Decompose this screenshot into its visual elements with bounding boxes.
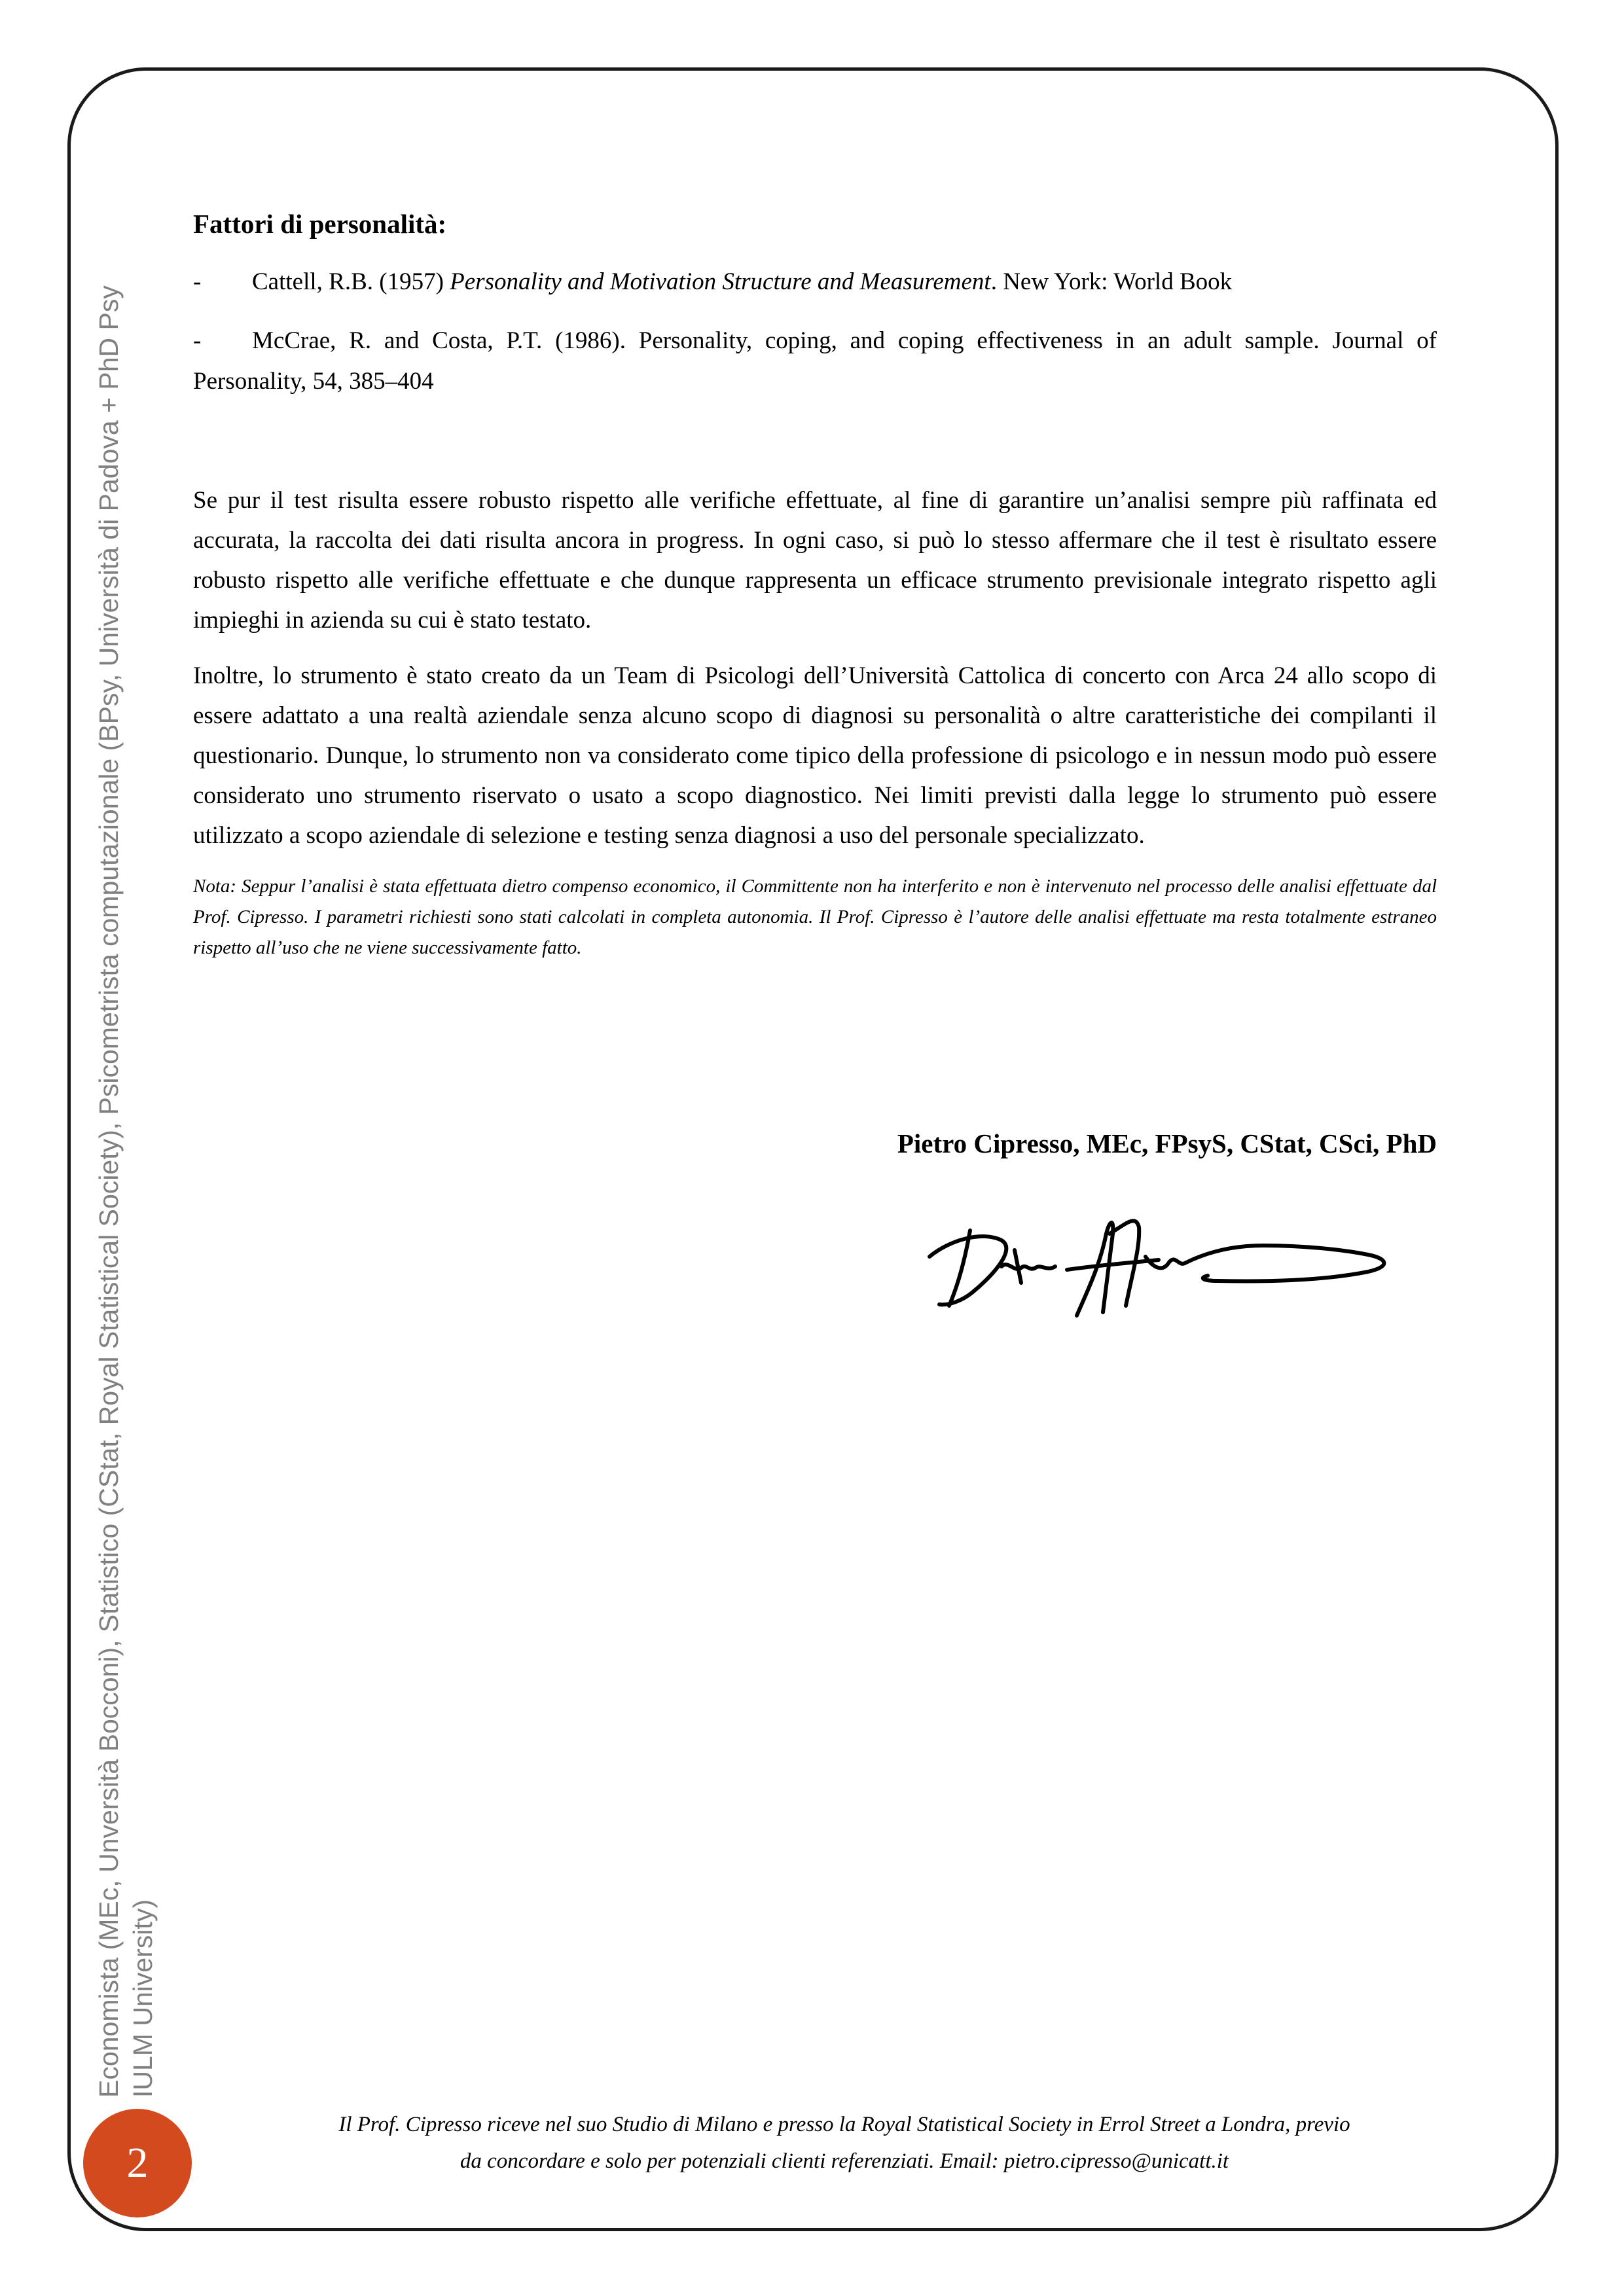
reference-text: McCrae, R. and Costa, P.T. (1986). Personality, coping, and coping effectiveness in an adult sample. Journal of Personality, 54, 385–404 bbox=[193, 327, 1437, 395]
reference-publisher: . New York: World Book bbox=[990, 268, 1233, 295]
side-credentials-text: Economista (MEc, Unversità Bocconi), Statistico (CStat, Royal Statistical Society), Psicometrista computazionale (BPsy, Università di Padova + PhD Psy IULM University) bbox=[94, 285, 158, 2098]
author-name: Pietro Cipresso, MEc, FPsyS, CStat, CSci, PhD bbox=[897, 1128, 1437, 1158]
footer-text bbox=[288, 2106, 1401, 2179]
reference-book-title: Personality and Motivation Structure and Measurement bbox=[450, 268, 991, 295]
disclaimer-note: Nota: Seppur l’analisi è stata effettuata dietro compenso economico, il Committente non ha interferito e non è intervenuto nel processo delle analisi effettuate dal Prof. Cipresso. I parametri richiesti sono stati calcolati in completa autonomia. Il Prof. Cipresso è l’autore delle analisi effettuate ma resta totalmente estraneo rispetto all’uso che ne viene successivamente fatto. bbox=[193, 876, 1437, 958]
main-content bbox=[193, 208, 1437, 982]
section-heading: Fattori di personalità: bbox=[193, 209, 447, 239]
reference-bullet: - bbox=[193, 268, 202, 295]
body-paragraph: Inoltre, lo strumento è stato creato da un Team di Psicologi dell’Università Cattolica di concerto con Arca 24 allo scopo di essere adattato a una realtà aziendale senza alcuno scopo di diagnosi su personalità o altre caratteristiche dei compilanti il questionario. Dunque, lo strumento non va considerato come tipico della professione di psicologo e in nessun modo può essere considerato uno strumento riservato o usato a scopo diagnostico. Nei limiti previsti dalla legge lo strumento può essere utilizzato a scopo aziendale di selezione e testing senza diagnosi a uso del personale specializzato. bbox=[193, 662, 1437, 849]
body-paragraph: Se pur il test risulta essere robusto rispetto alle verifiche effettuate, al fine di garantire un’analisi sempre più raffinata ed accurata, la raccolta dei dati risulta ancora in progress. In ogni caso, si può lo stesso affermare che il test è risultato essere robusto rispetto alle verifiche effettuate e che dunque rappresenta un efficace strumento previsionale integrato rispetto agli impieghi in azienda su cui è stato testato. bbox=[193, 487, 1437, 634]
footer-line: Il Prof. Cipresso riceve nel suo Studio di Milano e presso la Royal Statistical Society in Errol Street a Londra, previo bbox=[338, 2113, 1350, 2136]
handwritten-signature bbox=[910, 1194, 1434, 1332]
reference-text: Cattell, R.B. (1957) bbox=[252, 268, 450, 295]
reference-item bbox=[193, 262, 1437, 302]
page-number-badge: 2 bbox=[83, 2109, 192, 2217]
reference-bullet: - bbox=[193, 327, 202, 354]
reference-item bbox=[193, 321, 1437, 402]
footer-line: da concordare e solo per potenziali clienti referenziati. Email: pietro.cipresso@unicatt.it bbox=[460, 2149, 1229, 2173]
